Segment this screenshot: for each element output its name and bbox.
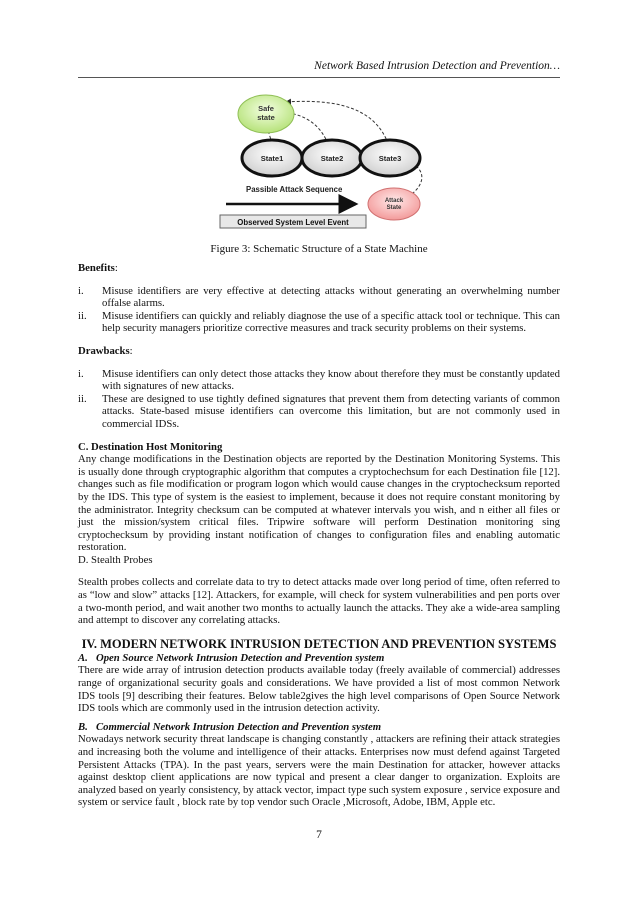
benefits-heading: Benefits: [78,262,118,274]
sequence-label: Passible Attack Sequence [246,185,343,194]
destination-paragraph: Any change modifications in the Destination objects are reported by the Destination Monitoring Systems. This is usually done through cryptographic algorithm that computes a cryptochechsum for each Destination file [12]. changes such as file modification or program logon which would cause changes in the cryptochecksum reported by the IDS. This type of system is the easiest to implement, because it does not require constant monitoring by the administrator. Integrity checksum can be computed at whatever intervals you wish, and n either all files or just the mission/system critical files. Tripwire software will perform Destination monitoring sing cryptochecksum by providing instant notification of changes to configuration files and enabling automatic restoration. [78,453,560,554]
destination-heading: C. Destination Host Monitoring [78,440,223,453]
page-number: 7 [316,829,322,841]
safe-state-label-1: Safe [258,104,274,113]
subsection-b-title [78,721,560,734]
subsection-letter: B. [78,720,88,733]
drawbacks-heading: Drawbacks: [78,344,133,357]
safe-state-label-2: state [257,113,275,122]
state-machine-figure [206,86,430,232]
list-text: These are designed to use tightly defined signatures that prevent them from detecting variants of common attacks. State-based misuse identifiers can overcome this limitation, but are not commonly used in commercial IDSs. [102,392,560,430]
state3-label: State3 [378,154,402,163]
state1-label: State1 [260,154,284,163]
list-item [78,285,560,310]
list-item [78,393,560,431]
subsection-b-paragraph: Nowadays network security threat landscape is changing constantly , attackers are refining their attack strategies and increasing both the volume and intelligence of their attacks. Enterprises now must defend against Targeted Persistent Attacks (TPA). In the past years, servers were the main Destination for attacker, however attacks against desktop client applications are now typical and present a clear danger to organization. Exploits are analyzed based on yearly consistency, by attack vector, impact type such system exposure , service exposure and system or service fault , block rate by top vendor such Oracle ,Microsoft, Adobe, IBM, Apple etc. [78,733,560,809]
body-text [78,262,560,809]
attack-state-node [368,188,420,220]
list-number: ii. [78,309,87,322]
attack-state-label-2: State [386,205,402,211]
benefits-list [78,285,560,335]
header-rule [78,77,560,78]
drawbacks-label: Drawbacks [78,344,130,357]
list-item [78,310,560,335]
stealth-paragraph: Stealth probes collects and correlate data to try to detect attacks made over long period of time, often referred to as “low and slow” attacks [12]. Attackers, for example, will check for system vulnerabilities and pen ports over a two-month period, and wait another two months to actually launch the attacks. They ake a wide-area sampling and attempt to discover any correlating attacks. [78,576,560,627]
list-text: Misuse identifiers can only detect those attacks they know about therefore they must be constantly updated with signatures of new attacks. [102,367,560,393]
attack-state-label-1: Attack [384,198,404,204]
subsection-letter: A. [78,651,88,664]
running-header: Network Based Intrusion Detection and Prevention… [314,60,560,72]
list-number: i. [78,284,84,297]
list-text: Misuse identifiers are very effective at detecting attacks without generating an overwhelming number offalse alarms. [102,284,560,310]
list-item [78,368,560,393]
section-title: IV. MODERN NETWORK INTRUSION DETECTION AND PREVENTION SYSTEMS [81,636,557,651]
list-number: i. [78,367,84,380]
stealth-heading: D. Stealth Probes [78,553,153,566]
state-machine-diagram [206,86,430,232]
list-text: Misuse identifiers can quickly and reliably diagnose the use of a specific attack tool or technique. This can help security managers prioritize corrective measures and track security problems on their systems. [102,309,560,335]
list-number: ii. [78,392,87,405]
drawbacks-list [78,368,560,431]
event-label: Observed System Level Event [237,218,349,227]
subsection-a-paragraph: There are wide array of intrusion detection products available today (freely available of commercial) addresses range of organizational security goals and considerations. We have provided a list of most common Network IDS tools [9] describing their features. Below table2gives the high level comparisons of Open Source Network IDS tools which are commonly used in the intrusion detection activity. [78,664,560,715]
subsection-title-text: Commercial Network Intrusion Detection and Prevention system [96,720,382,733]
subsection-a-title [78,652,560,665]
state2-label: State2 [320,154,344,163]
benefits-label: Benefits [78,262,115,274]
figure-caption: Figure 3: Schematic Structure of a State Machine [210,243,428,255]
subsection-title-text: Open Source Network Intrusion Detection and Prevention system [96,651,385,664]
